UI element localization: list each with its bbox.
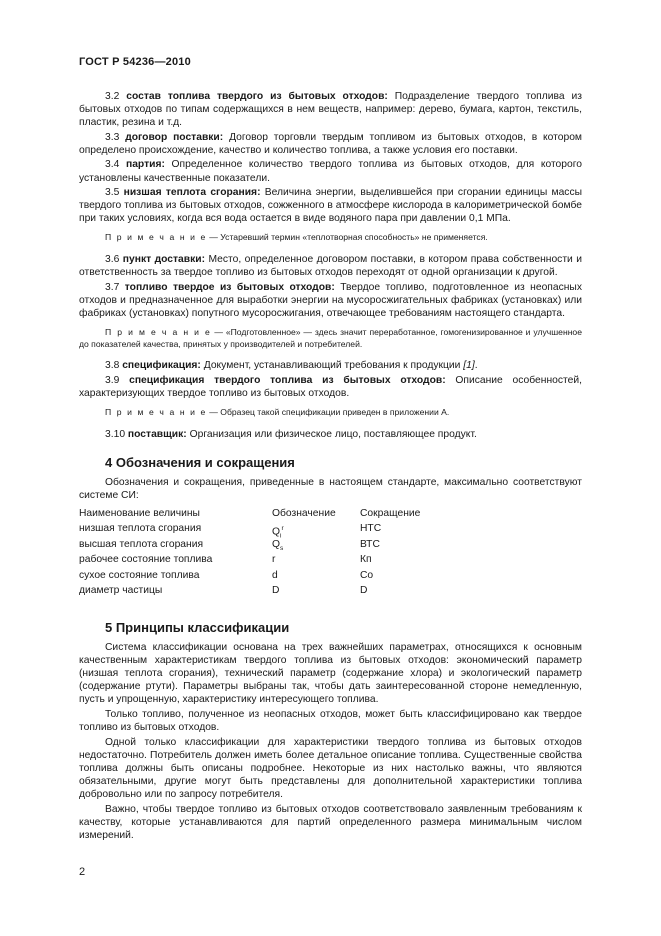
section-5-paragraph: Система классификации основана на трех важнейших параметрах, относящихся к основным качественным характеристикам твердого топлива из бытовых отходов: экономический параметр (низшая теплота сгорания), технический параметр (содержание хлора) и экологический параметр (содержание ртути). Параметры выбраны так, чтобы дать заинтересованной стороне немедленную, пусть и упрощенную, характеристику интересующего топлива. — [79, 642, 582, 706]
definition-3-7 — [79, 281, 582, 320]
note-label: П р и м е ч а н и е — [105, 406, 207, 417]
quantity-abbreviation: НТС — [360, 523, 382, 535]
definition-text: Подразделение твердого топлива из бытовых отходов по типам содержащихся в нем веществ, например: дерево, бумага, картон, текстиль, пластик, резина и т.д. — [79, 91, 582, 129]
definition-tail: . — [474, 360, 478, 372]
quantity-name: низшая теплота сгорания — [79, 523, 202, 535]
column-header-symbol: Обозначение — [272, 507, 336, 519]
quantity-name: диаметр частицы — [79, 585, 163, 597]
note-2 — [79, 327, 582, 350]
note-text: — Устаревший термин «теплотворная способность» не применяется. — [206, 232, 488, 243]
section-4-intro: Обозначения и сокращения, приведенные в настоящем стандарте, максимально соответствуют системе СИ: — [79, 476, 582, 501]
table-row — [79, 583, 582, 599]
note-text: — «Подготовленное» — здесь значит переработанное, гомогенизированное и улучшенное до показателей качества, принятых у производителей и потребителей. — [79, 327, 582, 349]
quantity-name: высшая теплота сгорания — [79, 538, 204, 550]
definition-term: договор поставки: — [125, 131, 224, 143]
quantity-symbol — [272, 537, 360, 553]
definition-number: 3.9 — [105, 374, 120, 386]
definition-number: 3.4 — [105, 159, 120, 171]
note-label: П р и м е ч а н и е — [105, 327, 212, 337]
quantity-abbreviation: ВТС — [360, 538, 380, 550]
quantity-abbreviation: Кп — [360, 554, 372, 566]
definition-number: 3.6 — [105, 254, 120, 266]
definition-number: 3.10 — [105, 428, 126, 440]
definition-text: Договор торговли твердым топливом из бытовых отходов, в котором определено происхождение, качество и количество топлива, а также условия его поставки. — [79, 131, 583, 156]
definition-3-3 — [79, 131, 582, 157]
definition-number: 3.5 — [105, 187, 120, 199]
definition-3-5 — [79, 186, 582, 225]
table-row — [79, 521, 582, 540]
note-1 — [79, 232, 582, 244]
page-number: 2 — [79, 866, 86, 878]
definition-term: топливо твердое из бытовых отходов: — [124, 281, 335, 293]
definition-text: Твердое топливо, подготовленное из неопасных отходов и предназначенное для выработки энергии на мусоросжигательных фабриках (установках) или фабриках (установках) попутного мусоросжигания, отвечающее требованиям настоящего стандарта. — [79, 281, 582, 319]
section-5-heading: 5 Принципы классификации — [105, 619, 290, 635]
symbol-subscript: s — [280, 544, 284, 552]
symbol-base: Q — [272, 526, 281, 538]
section-4-heading: 4 Обозначения и сокращения — [105, 454, 295, 470]
definition-3-8 — [79, 359, 582, 372]
quantity-symbol — [272, 521, 360, 540]
definition-term: низшая теплота сгорания: — [123, 187, 261, 199]
definition-number: 3.8 — [105, 360, 120, 372]
quantity-abbreviation: D — [360, 585, 368, 597]
symbol-subscript: i — [280, 532, 282, 540]
symbol-superscript: r — [281, 525, 284, 533]
bibliography-reference: [1] — [463, 360, 475, 372]
definition-text: Определенное количество твердого топлива из бытовых отходов, для которого установлены качественные показатели. — [79, 159, 582, 184]
definition-text: Описание особенностей, характеризующих твердое топливо из бытовых отходов. — [79, 374, 582, 399]
quantity-symbol: d — [272, 569, 278, 581]
column-header-abbreviation: Сокращение — [360, 507, 421, 519]
definition-text: Документ, устанавливающий требования к продукции — [203, 360, 464, 372]
quantity-symbol: D — [272, 585, 280, 597]
definition-term: поставщик: — [127, 428, 187, 440]
symbol-base: Q — [272, 538, 281, 550]
definition-3-4 — [79, 158, 582, 184]
definition-text: Организация или физическое лицо, поставляющее продукт. — [189, 428, 477, 440]
column-header-name: Наименование величины — [79, 507, 200, 519]
section-5-paragraph: Только топливо, полученное из неопасных отходов, может быть классифицировано как твердое топливо из бытовых отходов. — [79, 709, 582, 734]
page-content — [79, 90, 582, 843]
quantity-abbreviation: Со — [360, 569, 374, 581]
definition-number: 3.2 — [105, 91, 120, 102]
definition-number: 3.7 — [105, 281, 120, 293]
symbols-table — [79, 506, 582, 599]
quantity-name: рабочее состояние топлива — [79, 554, 213, 566]
definition-term: пункт доставки: — [122, 254, 206, 266]
definition-text: Место, определенное договором поставки, в котором права собственности и ответственность за твердое топливо из бытовых отходов переходят от одной организации к другой. — [79, 254, 582, 279]
definition-term: спецификация твердого топлива из бытовых отходов: — [129, 374, 446, 386]
note-label: П р и м е ч а н и е — [105, 232, 207, 243]
quantity-symbol: r — [272, 554, 276, 566]
symbols-table-header — [79, 506, 582, 522]
definition-text: Величина энергии, выделившейся при сгорании единицы массы твердого топлива из бытовых отходов, сожженного в атмосфере кислорода в калориметрической бомбе при таких условиях, когда вся вода остается в виде водяного пара при давлении 0,1 МПа. — [79, 187, 582, 225]
section-5-paragraph: Одной только классификации для характеристики твердого топлива из бытовых отходов недостаточно. Потребитель должен иметь более детальное описание топлива. Существенные свойства топлива должны быть описаны подробнее. Некоторые из них настолько важны, что являются обязательными, другие могут быть представлены для дополнительной характеристики топлива добровольно или по запросу потребителя. — [79, 736, 582, 801]
definition-term: спецификация: — [122, 360, 201, 372]
definition-term: состав топлива твердого из бытовых отходов: — [126, 91, 388, 102]
definition-3-10 — [79, 428, 582, 441]
quantity-name: сухое состояние топлива — [79, 569, 200, 581]
note-text: — Образец такой спецификации приведен в приложении А. — [206, 406, 450, 417]
table-row — [79, 552, 582, 568]
definition-3-6 — [79, 253, 582, 279]
document-code: ГОСТ Р 54236—2010 — [79, 56, 191, 68]
definition-3-9 — [79, 374, 582, 400]
definition-term: партия: — [125, 159, 165, 171]
table-row — [79, 568, 582, 584]
definition-number: 3.3 — [105, 131, 120, 143]
note-3 — [79, 407, 582, 419]
definition-3-2 — [79, 90, 582, 129]
table-row — [79, 537, 582, 553]
section-5-paragraph: Важно, чтобы твердое топливо из бытовых отходов соответствовало заявленным требованиям к качеству, которые устанавливаются для партий определенного размера минимальным числом измерений. — [79, 803, 582, 841]
